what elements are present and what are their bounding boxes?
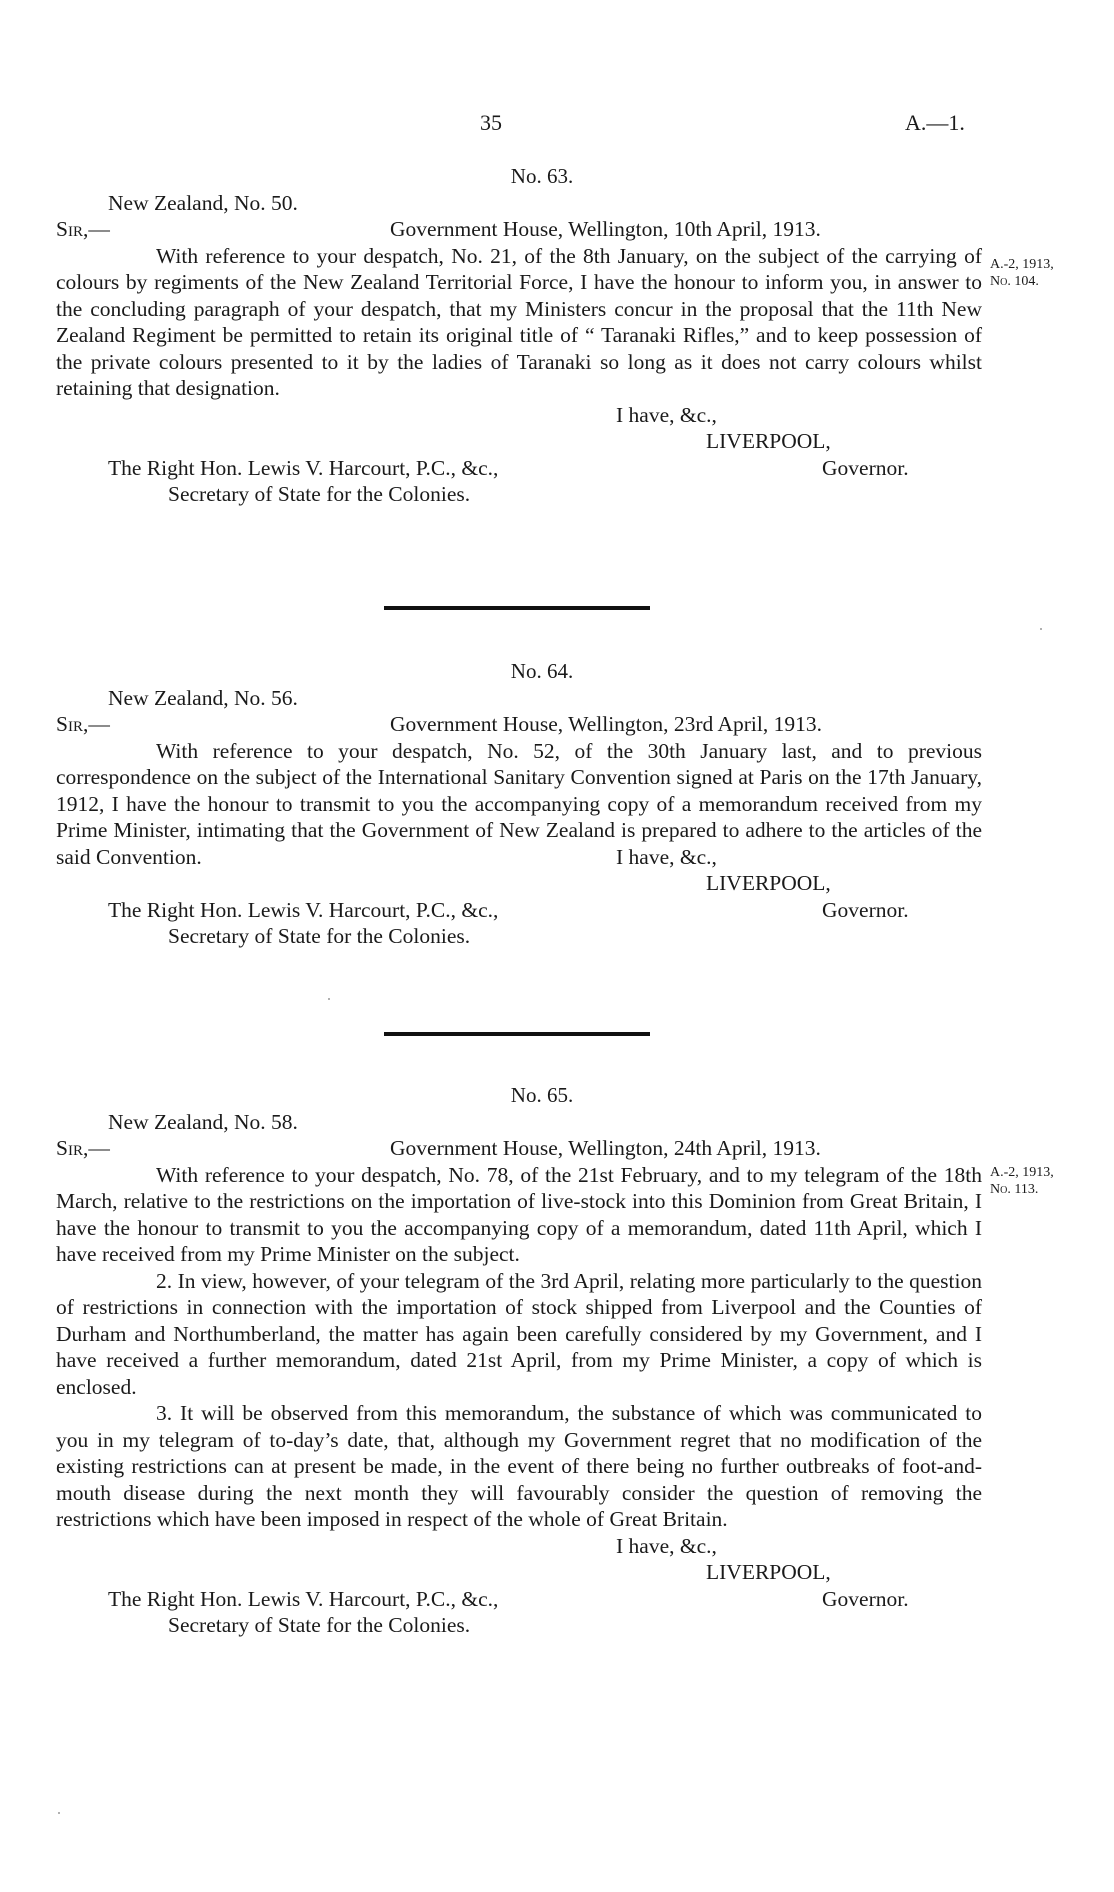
paragraph-1: With reference to your despatch, No. 52, of the 30th January last, and to previous correspondence on the subject of the International Sanitary Convention signed at Paris on the 17th January, 1912, I have the honour to transmit to you the accompanying copy of a memorandum received from my Prime Minister, intimating that the Government of New Zealand is prepared to adhere to the articles of the xyxy=(56,738,982,842)
despatch-65 xyxy=(56,1082,982,1639)
closing-line: I have, &c., xyxy=(616,844,717,869)
salutation: Sir,— xyxy=(56,712,110,736)
page-number: 35 xyxy=(480,110,502,135)
despatch-origin: New Zealand, No. 50. xyxy=(108,190,298,215)
paragraph-tail: said Convention. xyxy=(56,844,202,869)
addressee-title: Secretary of State for the Colonies. xyxy=(168,924,471,948)
despatch-heading xyxy=(56,1135,982,1162)
despatch-origin: New Zealand, No. 56. xyxy=(108,685,298,710)
addressee-title: Secretary of State for the Colonies. xyxy=(168,482,471,506)
addressee: The Right Hon. Lewis V. Harcourt, P.C., &c., xyxy=(108,455,499,480)
signature: LIVERPOOL, xyxy=(706,429,831,453)
salutation: Sir,— xyxy=(56,1136,110,1160)
signature: LIVERPOOL, xyxy=(706,871,831,895)
signature: LIVERPOOL, xyxy=(706,1560,831,1584)
despatch-origin: New Zealand, No. 58. xyxy=(108,1109,298,1134)
place-date: Government House, Wellington, 10th April, 1913. xyxy=(390,217,821,241)
despatch-64 xyxy=(56,658,982,950)
despatch-number: No. 64. xyxy=(510,659,574,683)
convention-closing-line xyxy=(56,844,982,871)
paragraph-2: 2. In view, however, of your telegram of the 3rd April, relating more particularly to the question of restrictions in connection with the importation of stock shipped from Liverpool and the Counties of Durham and Northumberland, the matter has again been carefully considered by my Government, and I have received a further memorandum, dated 21st April, from my Prime Minister, a copy of which is enclosed. xyxy=(56,1268,982,1399)
salutation: Sir,— xyxy=(56,217,110,241)
section-divider xyxy=(384,1032,650,1036)
section-divider xyxy=(384,606,650,610)
paragraph-1: With reference to your despatch, No. 21, of the 8th January, on the subject of the carrying of colours by regiments of the New Zealand Territorial Force, I have the honour to inform you, in answer to the concluding paragraph of your despatch, that my Ministers concur in the proposal that the 11th New Zealand Regiment be permitted to retain its original title of “ Taranaki Rifles,” and to keep possession of the private colours presented to it by the ladies of Taranaki so long as it does not carry colours whilst retaining that designation. xyxy=(56,243,982,400)
scan-speck xyxy=(58,1812,60,1814)
addressee: The Right Hon. Lewis V. Harcourt, P.C., &c., xyxy=(108,897,499,922)
place-date: Government House, Wellington, 23rd April, 1913. xyxy=(390,712,823,736)
addressee-title: Secretary of State for the Colonies. xyxy=(168,1613,471,1637)
addressee-line xyxy=(56,897,982,924)
addressee: The Right Hon. Lewis V. Harcourt, P.C., &c., xyxy=(108,1586,499,1611)
despatch-number: No. 63. xyxy=(510,164,574,188)
despatch-number: No. 65. xyxy=(510,1083,574,1107)
paragraph-1: With reference to your despatch, No. 78, of the 21st February, and to my telegram of the 18th March, relative to the restrictions on the importation of live-stock into this Dominion from Great Britain, I have the honour to transmit to you the accompanying copy of a memorandum, dated 11th April, which I have received from my Prime Minister on the subject. xyxy=(56,1162,982,1266)
signatory-title: Governor. xyxy=(822,455,909,480)
signatory-title: Governor. xyxy=(822,1586,909,1611)
series-reference: A.—1. xyxy=(905,110,965,135)
margin-note-65: A.-2, 1913, No. 113. xyxy=(990,1165,1054,1197)
despatch-63 xyxy=(56,163,982,508)
closing-line: I have, &c., xyxy=(616,402,717,427)
addressee-line xyxy=(56,455,982,482)
signatory-title: Governor. xyxy=(822,897,909,922)
margin-note-63: A.-2, 1913, No. 104. xyxy=(990,257,1054,289)
addressee-line xyxy=(56,1586,982,1613)
despatch-heading xyxy=(56,216,982,243)
paragraph-3: 3. It will be observed from this memorandum, the substance of which was communicated to you in my telegram of to-day’s date, that, although my Government regret that no modification of the existing restrictions can at present be made, in the event of there being no further outbreaks of foot-and-mouth disease during the next month they will favourably consider the question of removing the restrictions which have been imposed in respect of the whole of Great Britain. xyxy=(56,1401,982,1531)
place-date: Government House, Wellington, 24th April, 1913. xyxy=(390,1136,821,1160)
despatch-heading xyxy=(56,711,982,738)
scan-speck xyxy=(1040,628,1042,630)
scan-speck xyxy=(328,998,330,1000)
closing-line: I have, &c., xyxy=(616,1533,717,1558)
